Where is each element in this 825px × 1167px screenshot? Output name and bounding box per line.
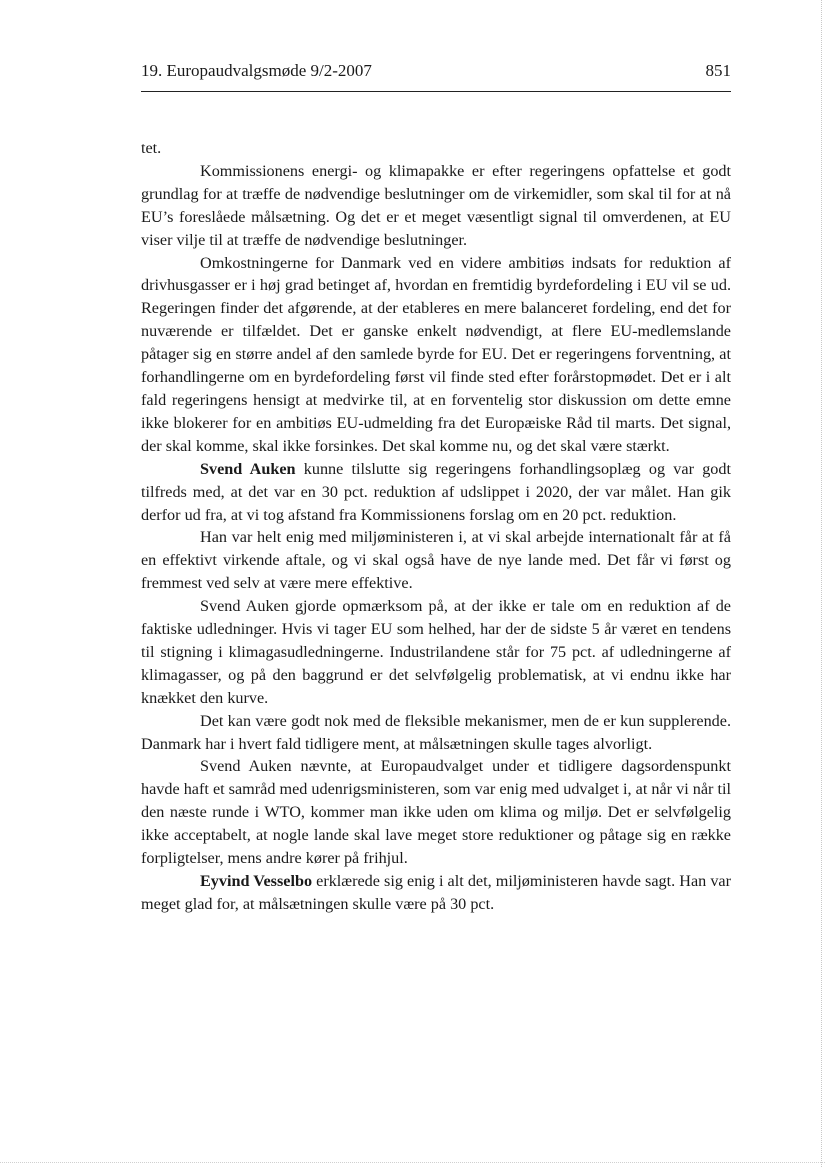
paragraph: Omkostningerne for Danmark ved en videre ambitiøs indsats for reduktion af drivhusgasser er i høj grad betinget af, hvordan en fremtidig byrdefordeling i EU vil se ud. Regeringen finder det afgørende, at der etableres en mere balanceret fordeling, end det for nuværende er tilfældet. Det er ganske enkelt nødvendigt, at flere EU-medlemslande påtager sig en større andel af den samlede byrde for EU. Det er regeringens forventning, at forhandlingerne om en byrdefordeling først vil finde sted efter forårstopmødet. Det er i alt fald regeringens hensigt at medvirke til, at en forventelig stor diskussion om dette emne ikke blokerer for en ambitiøs EU-udmelding fra det Europæiske Råd til marts. Det signal, der skal komme, skal ikke forsinkes. Det skal komme nu, og det skal være stærkt. [141, 253, 731, 455]
paragraph-speaker [141, 870, 731, 916]
paragraph-text: erklærede sig enig i alt det, miljøministeren havde sagt. Han var meget glad for, at målsætningen skulle være på 30 pct. [141, 872, 731, 913]
scan-edge [0, 1162, 825, 1163]
running-title: 19. Europaudvalgsmøde 9/2-2007 [141, 61, 372, 80]
page-number: 851 [705, 61, 731, 80]
paragraph-continuation: tet. [141, 139, 162, 157]
paragraph: Svend Auken nævnte, at Europaudvalget under et tidligere dagsordenspunkt havde haft et samråd med udenrigsministeren, som var enig med udvalget i, at når vi når til den næste runde i WTO, kommer man ikke uden om klima og miljø. Det er selvfølgelig ikke acceptabelt, at nogle lande skal lave meget store reduktioner og påtage sig en række forpligtelser, mens andre kører på frihjul. [141, 757, 731, 868]
paragraph-text: kunne tilslutte sig regeringens forhandlingsoplæg og var godt tilfreds med, at det var en 30 pct. reduktion af udslippet i 2020, der var målet. Han gik derfor ud fra, at vi tog afstand fra Kommissionens forslag om en 20 pct. reduktion. [141, 459, 731, 524]
paragraph: Svend Auken gjorde opmærksom på, at der ikke er tale om en reduktion af de faktiske udledninger. Hvis vi tager EU som helhed, har der de sidste 5 år været en tendens til stigning i klimagasudledningerne. Industrilandene står for 75 pct. af udledningerne af klimagasser, og på den baggrund er det selvfølgelig problematisk, at vi endnu ikke har knækket den kurve. [141, 597, 731, 707]
speaker-name: Svend Auken [200, 459, 296, 478]
speaker-name: Eyvind Vesselbo [200, 872, 313, 890]
body-text [141, 137, 731, 916]
header-rule [141, 91, 731, 92]
scan-edge [821, 0, 822, 1167]
paragraph: Det kan være godt nok med de fleksible mekanismer, men de er kun supplerende. Danmark har i hvert fald tidligere ment, at målsætningen skulle tages alvorligt. [141, 711, 731, 753]
paragraph: Kommissionens energi- og klimapakke er efter regeringens opfattelse et godt grundlag for at træffe de nødvendige beslutninger om de virkemidler, som skal til for at nå EU’s foreslåede målsætning. Og det er et meget væsentligt signal til omverdenen, at EU viser vilje til at træffe de nødvendige beslutninger. [141, 161, 731, 249]
paragraph-speaker [141, 458, 731, 527]
page-header [141, 58, 731, 88]
paragraph: Han var helt enig med miljøministeren i, at vi skal arbejde internationalt får at få en effektivt virkende aftale, og vi skal også have de nye lande med. Det får vi først og fremmest ved selv at være mere effektive. [141, 528, 731, 593]
